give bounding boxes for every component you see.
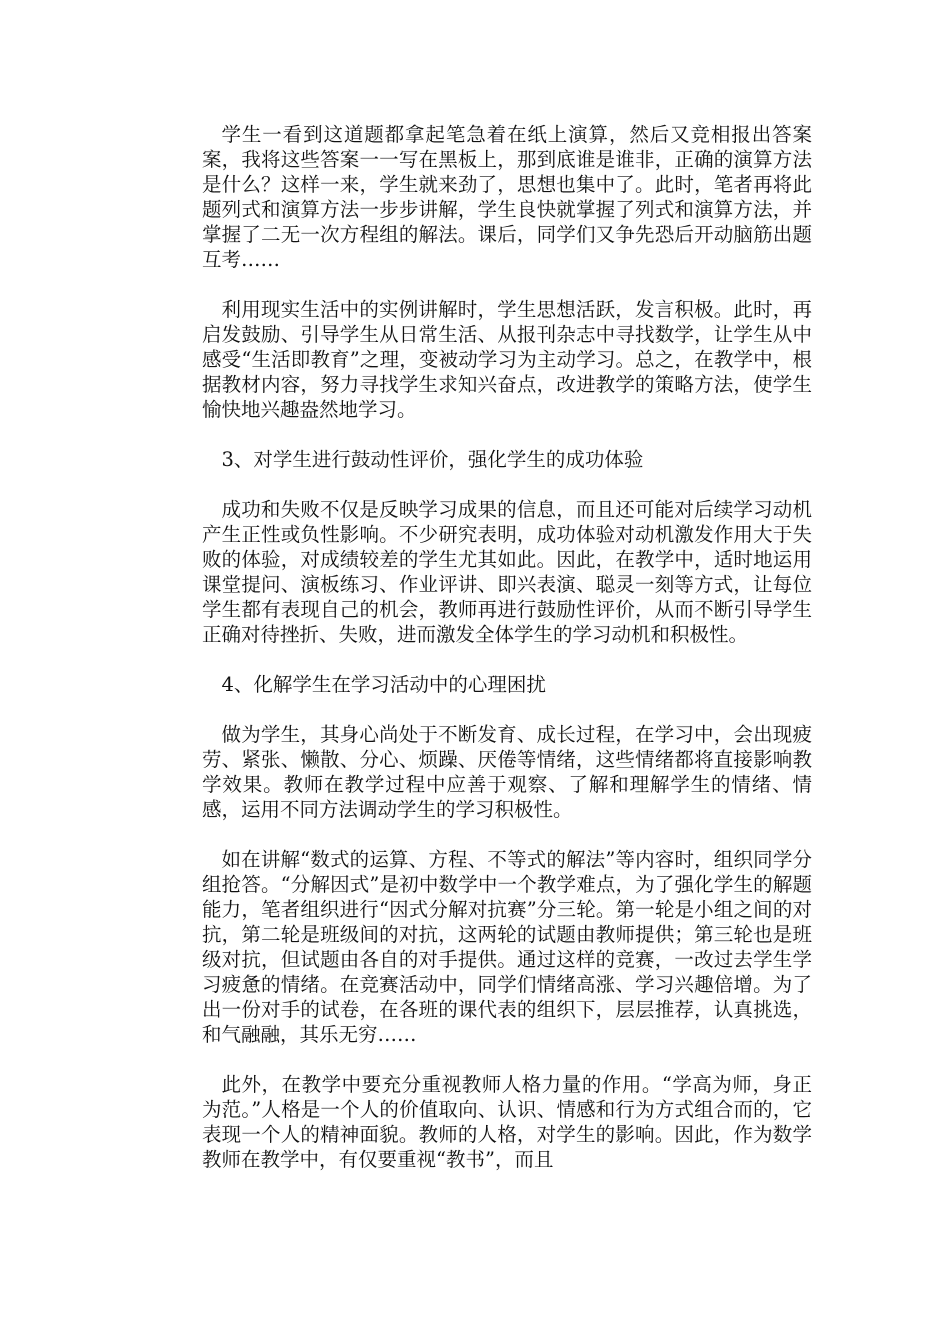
paragraph-1: 学生一看到这道题都拿起笔急着在纸上演算，然后又竞相报出答案案，我将这些答案一一写在黑板上，那到底谁是谁非，正确的演算方法是什么？这样一来，学生就来劲了，思想也集中了。此时，笔者再将此题列式和演算方法一步步讲解，学生良快就掌握了列式和演算方法，并掌握了二无一次方程组的解法。课后，同学们又争先恐后开动脑筋出题互考…… (202, 123, 812, 271)
paragraph-4: 做为学生，其身心尚处于不断发育、成长过程，在学习中，会出现疲劳、紧张、懒散、分心、烦躁、厌倦等情绪，这些情绪都将直接影响教学效果。教师在教学过程中应善于观察、了解和理解学生的情绪、情感，运用不同方法调动学生的学习积极性。 (202, 723, 812, 821)
document-page (202, 122, 812, 1197)
paragraph-2: 利用现实生活中的实例讲解时，学生思想活跃，发言积极。此时，再启发鼓励、引导学生从日常生活、从报刊杂志中寻找数学，让学生从中感受“生活即教育”之理，变被动学习为主动学习。总之，在教学中，根据教材内容，努力寻找学生求知兴奋点，改进教学的策略方法，使学生愉快地兴趣盎然地学习。 (202, 298, 812, 421)
paragraph-5: 如在讲解“数式的运算、方程、不等式的解法”等内容时，组织同学分组抢答。“分解因式”是初中数学中一个教学难点，为了强化学生的解题能力，笔者组织进行“因式分解对抗赛”分三轮。第一轮是小组之间的对抗，第二轮是班级间的对抗，这两轮的试题由教师提供；第三轮也是班级对抗，但试题由各自的对手提供。通过这样的竞赛，一改过去学生学习疲惫的情绪。在竞赛活动中，同学们情绪高涨、学习兴趣倍增。为了出一份对手的试卷，在各班的课代表的组织下，层层推荐，认真挑选，和气融融，其乐无穷…… (202, 848, 812, 1046)
paragraph-3: 成功和失败不仅是反映学习成果的信息，而且还可能对后续学习动机产生正性或负性影响。不少研究表明，成功体验对动机激发作用大于失败的体验，对成绩较差的学生尤其如此。因此，在教学中，适时地运用课堂提问、演板练习、作业评讲、即兴表演、聪灵一刻等方式，让每位学生都有表现自己的机会，教师再进行鼓励性评价，从而不断引导学生正确对待挫折、失败，进而激发全体学生的学习动机和积极性。 (202, 498, 812, 646)
section-heading-4: 4、化解学生在学习活动中的心理困扰 (221, 673, 546, 696)
section-heading-3: 3、对学生进行鼓动性评价，强化学生的成功体验 (221, 448, 644, 471)
paragraph-6: 此外，在教学中要充分重视教师人格力量的作用。“学高为师，身正为范。”人格是一个人的价值取向、认识、情感和行为方式组合而的，它表现一个人的精神面貌。教师的人格，对学生的影响。因此，作为数学教师在教学中，有仅要重视“教书”，而且 (202, 1073, 812, 1171)
